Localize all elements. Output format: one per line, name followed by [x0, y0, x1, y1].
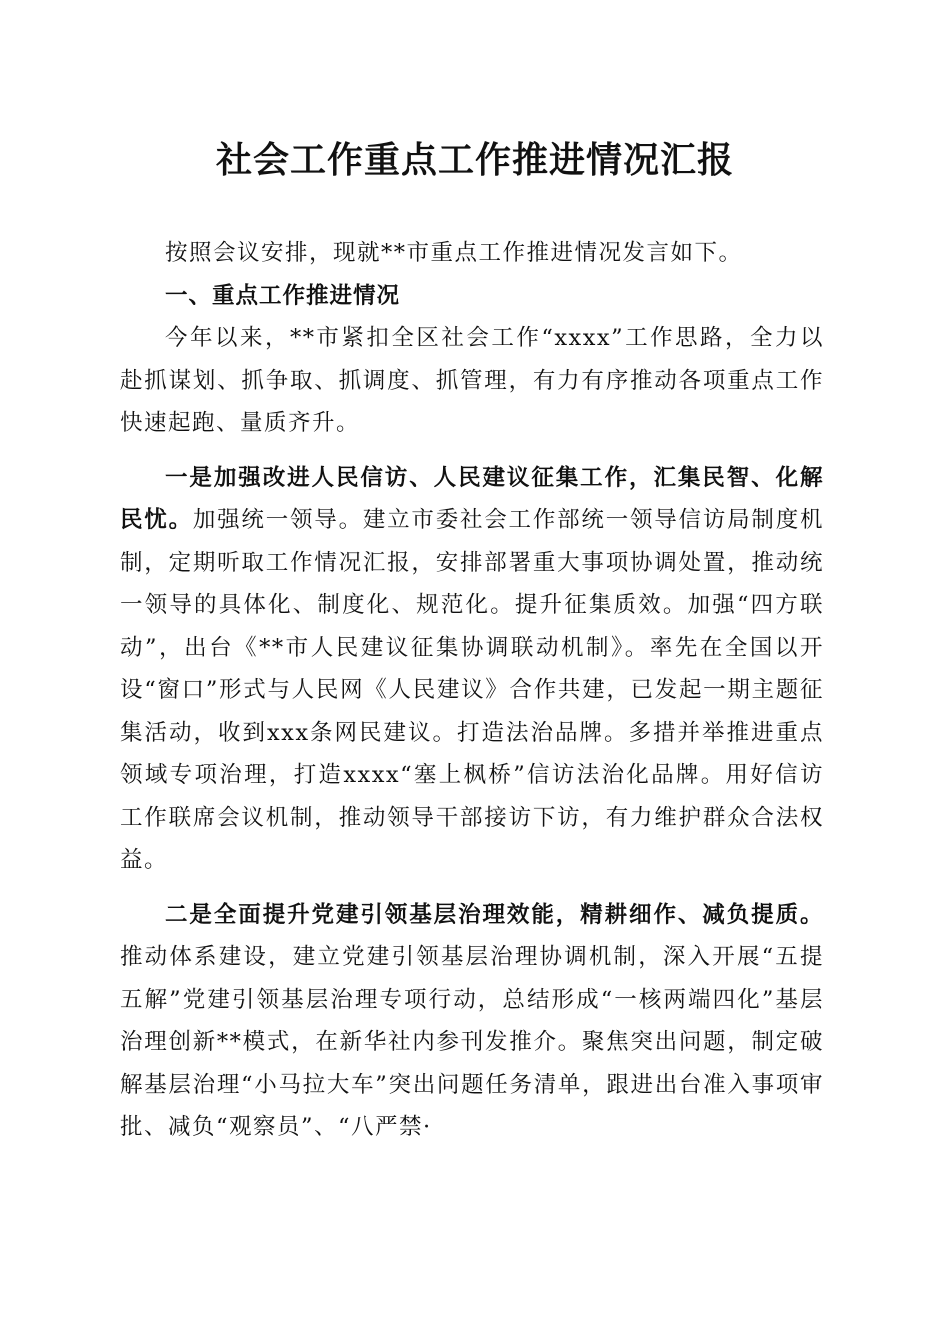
- section-paragraph: 今年以来，**市紧扣全区社会工作“xxxx”工作思路，全力以赴抓谋划、抓争取、抓调度、抓管理，有力有序推动各项重点工作快速起跑、量质齐升。: [120, 325, 824, 436]
- item-lead-2: 二是全面提升党建引领基层治理效能，精耕细作、减负提质。: [165, 901, 824, 928]
- document-body: [120, 232, 824, 1149]
- item-paragraph-1: [120, 457, 824, 882]
- intro-paragraph: 按照会议安排，现就**市重点工作推进情况发言如下。: [165, 240, 743, 266]
- document-title: 社会工作重点工作推进情况汇报: [215, 139, 734, 181]
- item-text-2: 推动体系建设，建立党建引领基层治理协调机制，深入开展“五提五解”党建引领基层治理专项行动，总结形成“一核两端四化”基层治理创新**模式，在新华社内参刊发推介。聚焦突出问题，制定破解基层治理“小马拉大车”突出问题任务清单，跟进出台准入事项审批、减负“观察员”、“八严禁·: [120, 944, 824, 1140]
- item-paragraph-2: [120, 894, 824, 1149]
- item-lead-1: 一是加强改进人民信访、人民建议征集工作，汇集民智、化解民忧。: [120, 464, 824, 533]
- item-text-1: 加强统一领导。建立市委社会工作部统一领导信访局制度机制，定期听取工作情况汇报，安排部署重大事项协调处置，推动统一领导的具体化、制度化、规范化。提升征集质效。加强“四方联动”，出台《**市人民建议征集协调联动机制》。率先在全国以开设“窗口”形式与人民网《人民建议》合作共建，已发起一期主题征集活动，收到xxx条网民建议。打造法治品牌。多措并举推进重点领域专项治理，打造xxxx“塞上枫桥”信访法治化品牌。用好信访工作联席会议机制，推动领导干部接访下访，有力维护群众合法权益。: [120, 507, 824, 873]
- section-heading: 一、重点工作推进情况: [165, 282, 401, 309]
